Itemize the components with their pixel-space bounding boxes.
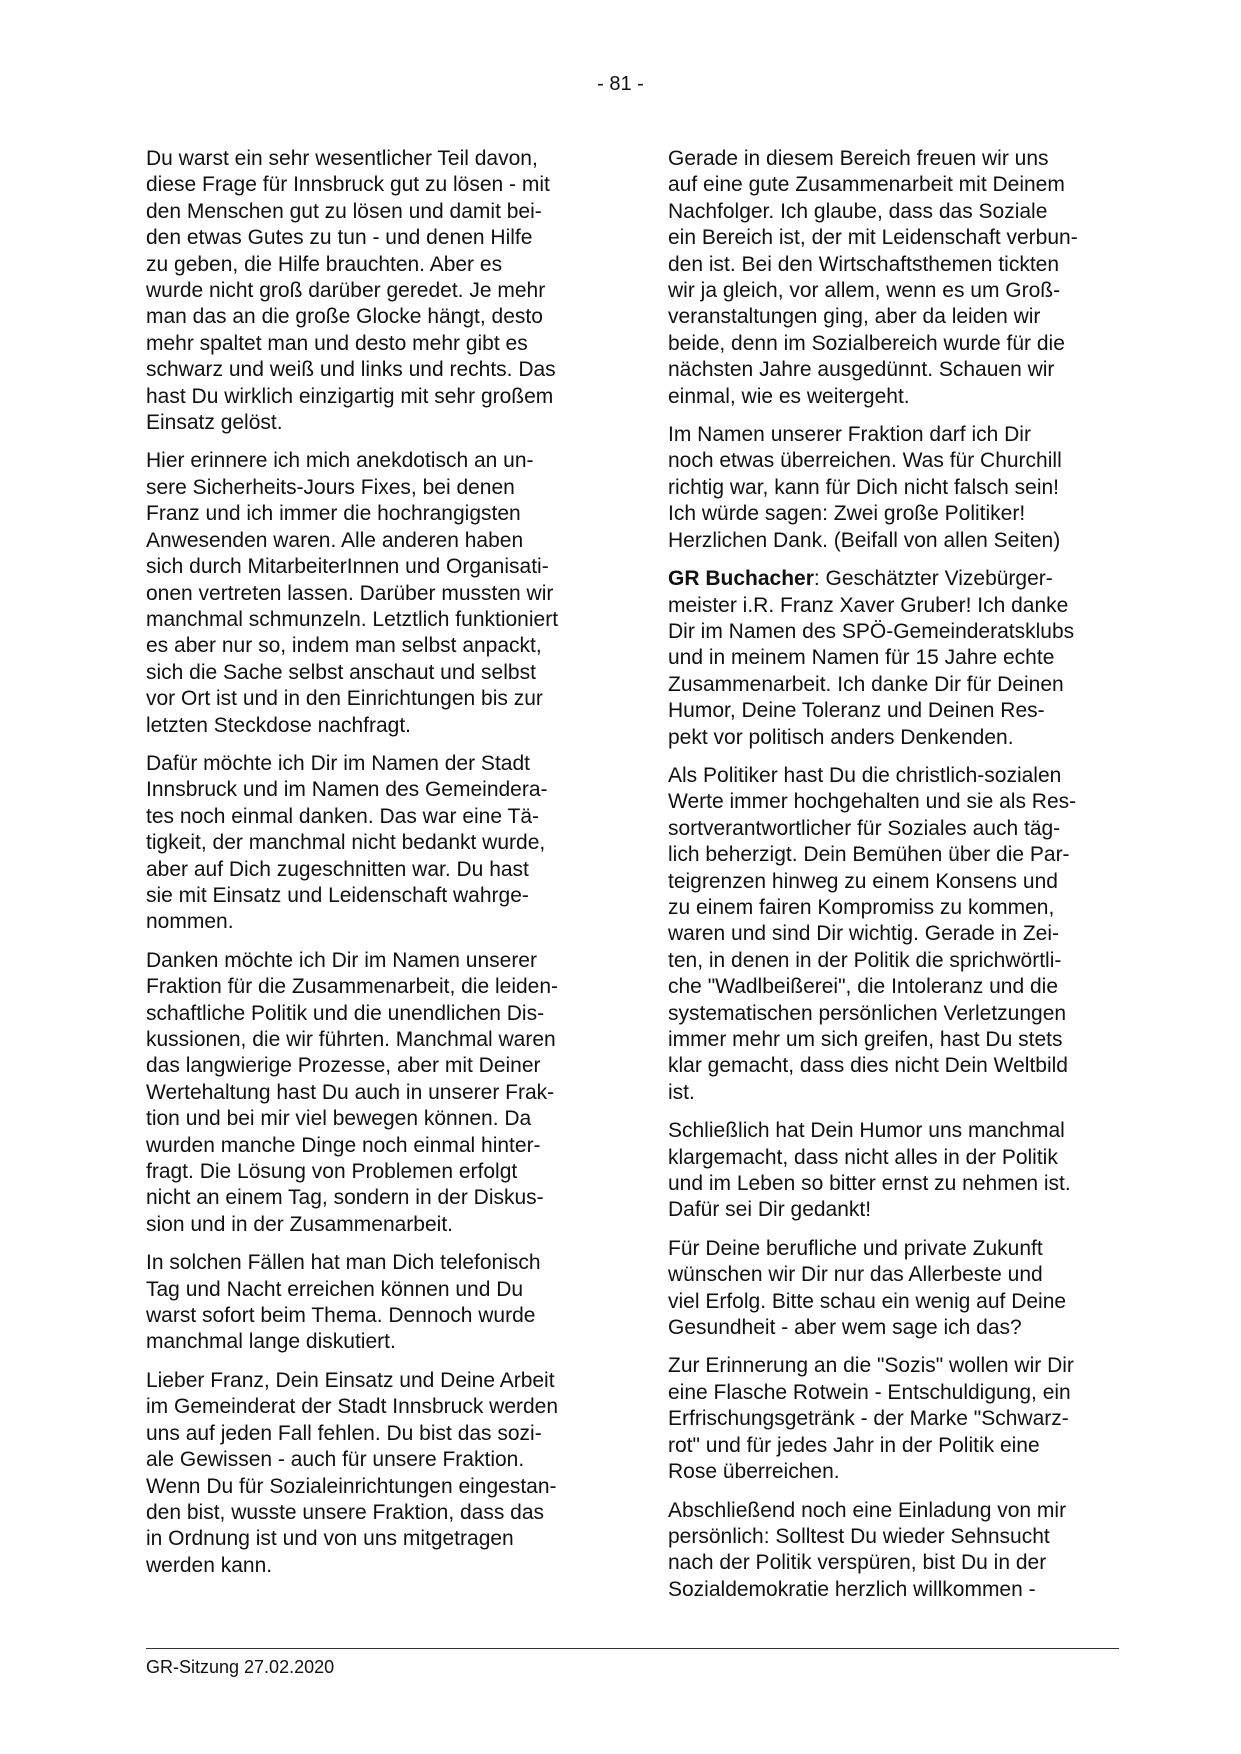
paragraph: Du warst ein sehr wesentlicher Teil davon, diese Frage für Innsbruck gut zu lösen - mit den Menschen gut zu lösen und damit bei- den etwas Gutes zu tun - und denen Hilfe zu geben, die Hilfe brauchten. Aber es wurde nicht groß darüber geredet. Je mehr man das an die große Glocke hängt, desto mehr spaltet man und desto mehr gibt es schwarz und weiß und links und rechts. Das hast Du wirklich einzigartig mit sehr großem Einsatz gelöst.: [146, 147, 556, 435]
speaker-text: : Geschätzter Vizebürger- meister i.R. Franz Xaver Gruber! Ich danke Dir im Namen des SPÖ-Gemeinderatsklubs und in meinem Namen für 15 Jahre echte Zusammenarbeit. Ich danke Dir für Deinen Humor, Deine Toleranz und Deinen Res- pekt vor politisch anders Denkenden.: [668, 567, 1075, 749]
paragraph: Gerade in diesem Bereich freuen wir uns auf eine gute Zusammenarbeit mit Deinem Nachfolger. Ich glaube, dass das Soziale ein Bereich ist, der mit Leidenschaft verbun- den ist. Bei den Wirtschaftsthemen tickten wir ja gleich, vor allem, wenn es um Groß- veranstaltungen ging, aber da leiden wir beide, denn im Sozialbereich wurde für die nächsten Jahre ausgedünnt. Schauen wir einmal, wie es weitergeht.: [668, 147, 1078, 408]
paragraph: Schließlich hat Dein Humor uns manchmal klargemacht, dass nicht alles in der Politik und im Leben so bitter ernst zu nehmen ist. Dafür sei Dir gedankt!: [668, 1119, 1071, 1222]
footer-divider: [146, 1648, 1119, 1649]
paragraph: Lieber Franz, Dein Einsatz und Deine Arbeit im Gemeinderat der Stadt Innsbruck werden uns auf jeden Fall fehlen. Du bist das sozi- ale Gewissen - auch für unsere Fraktion. Wenn Du für Sozialeinrichtungen eingestan- den bist, wusste unsere Fraktion, dass das in Ordnung ist und von uns mitgetragen werden kann.: [146, 1368, 559, 1577]
paragraph: Hier erinnere ich mich anekdotisch an un- sere Sicherheits-Jours Fixes, bei denen Franz und ich immer die hochrangigsten Anwesenden waren. Alle anderen haben sich durch MitarbeiterInnen und Organisati- onen vertreten lassen. Darüber mussten wir manchmal schmunzeln. Letztlich funktioniert es aber nur so, indem man selbst anpackt, sich die Sache selbst anschaut und selbst vor Ort ist und in den Einrichtungen bis zur letzten Steckdose nachfragt.: [146, 449, 559, 737]
right-column: [668, 146, 1118, 1615]
paragraph: Danken möchte ich Dir im Namen unserer Fraktion für die Zusammenarbeit, die leiden- schaftliche Politik und die unendlichen Dis- kussionen, die wir führten. Manchmal waren das langwierige Prozesse, aber mit Deiner Wertehaltung hast Du auch in unserer Frak- tion und bei mir viel bewegen können. Da wurden manche Dinge noch einmal hinter- fragt. Die Lösung von Problemen erfolgt nicht an einem Tag, sondern in der Diskus- sion und in der Zusammenarbeit.: [146, 948, 559, 1236]
speaker-paragraph: [668, 566, 1118, 751]
footer-session-date: GR-Sitzung 27.02.2020: [146, 1657, 335, 1677]
paragraph: Als Politiker hast Du die christlich-sozialen Werte immer hochgehalten und sie als Res- sortverantwortlicher für Soziales auch täg- lich beherzigt. Dein Bemühen über die Par- teigrenzen hinweg zu einem Konsens und zu einem fairen Kompromiss zu kommen, waren und sind Dir wichtig. Gerade in Zei- ten, in denen in der Politik die sprichwörtli- che "Wadlbeißerei", die Intoleranz und die systematischen persönlichen Verletzungen immer mehr um sich greifen, hast Du stets klar gemacht, dass dies nicht Dein Weltbild ist.: [668, 763, 1077, 1104]
speaker-name: GR Buchacher: [668, 567, 814, 591]
left-column: [146, 146, 596, 1591]
paragraph: Für Deine berufliche und private Zukunft wünschen wir Dir nur das Allerbeste und viel Erfolg. Bitte schau ein wenig auf Deine Gesundheit - aber wem sage ich das?: [668, 1236, 1067, 1340]
paragraph: In solchen Fällen hat man Dich telefonisch Tag und Nacht erreichen können und Du warst sofort beim Thema. Dennoch wurde manchmal lange diskutiert.: [146, 1251, 541, 1354]
paragraph: Im Namen unserer Fraktion darf ich Dir noch etwas überreichen. Was für Churchill richtig war, kann für Dich nicht falsch sein! Ich würde sagen: Zwei große Politiker! Herzlichen Dank. (Beifall von allen Seiten): [668, 423, 1062, 552]
paragraph: Zur Erinnerung an die "Sozis" wollen wir Dir eine Flasche Rotwein - Entschuldigung, ein Erfrischungsgetränk - der Marke "Schwarz- rot" und für jedes Jahr in der Politik eine Rose überreichen.: [668, 1354, 1074, 1484]
paragraph: Abschließend noch eine Einladung von mir persönlich: Solltest Du wieder Sehnsucht nach der Politik verspüren, bist Du in der Sozialdemokratie herzlich willkommen -: [668, 1498, 1067, 1601]
page-number: - 81 -: [597, 73, 644, 95]
paragraph: Dafür möchte ich Dir im Namen der Stadt Innsbruck und im Namen des Gemeindera- tes noch einmal danken. Das war eine Tä- tigkeit, der manchmal nicht bedankt wurde, aber auf Dich zugeschnitten war. Du hast sie mit Einsatz und Leidenschaft wahrge- nommen.: [146, 751, 548, 934]
